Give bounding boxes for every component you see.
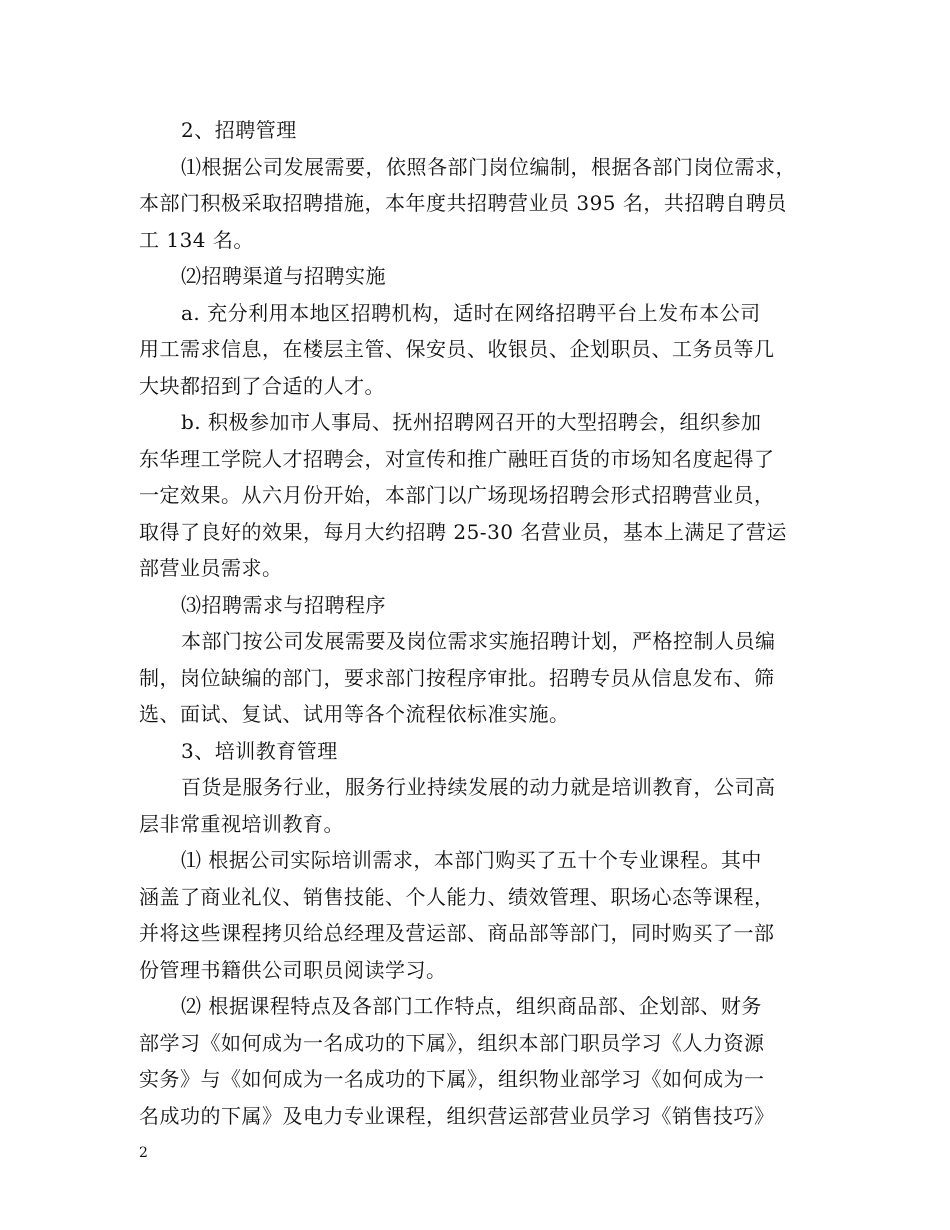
paragraph-line: 名成功的下属》及电力专业课程，组织营运部营业员学习《销售技巧》 bbox=[139, 1103, 775, 1128]
paragraph-line: 实务》与《如何成为一名成功的下属》，组织物业部学习《如何成为一 bbox=[139, 1067, 765, 1091]
paragraph-line: 工 134 名。 bbox=[139, 227, 254, 252]
paragraph-line: 部学习《如何成为一名成功的下属》，组织本部门职员学习《人力资源 bbox=[139, 1030, 765, 1055]
paragraph-line: 一定效果。从六月份开始，本部门以广场现场招聘会形式招聘营业员， bbox=[139, 483, 775, 507]
section-heading: 2、招聘管理 bbox=[181, 118, 297, 142]
paragraph-line: 份管理书籍供公司职员阅读学习。 bbox=[139, 957, 447, 982]
paragraph-line: 本部门按公司发展需要及岗位需求实施招聘计划，严格控制人员编 bbox=[181, 629, 776, 653]
paragraph-line: ⑴根据公司发展需要，依照各部门岗位编制，根据各部门岗位需求， bbox=[181, 154, 796, 179]
paragraph-line: 东华理工学院人才招聘会，对宣传和推广融旺百货的市场知名度起得了 bbox=[139, 446, 775, 471]
document-body bbox=[139, 112, 819, 1134]
page-number: 2 bbox=[139, 1145, 148, 1161]
paragraph-line: ⑵ 根据课程特点及各部门工作特点，组织商品部、企划部、财务 bbox=[181, 994, 762, 1018]
paragraph-line: 大块都招到了合适的人才。 bbox=[139, 373, 385, 398]
paragraph-line: a. 充分利用本地区招聘机构，适时在网络招聘平台上发布本公司 bbox=[181, 300, 761, 325]
paragraph-line: 部营业员需求。 bbox=[139, 556, 283, 580]
paragraph-line: ⑴ 根据公司实际培训需求，本部门购买了五十个专业课程。其中 bbox=[181, 848, 762, 872]
paragraph-line: b. 积极参加市人事局、抚州招聘网召开的大型招聘会，组织参加 bbox=[181, 410, 762, 434]
subsection-heading: ⑵招聘渠道与招聘实施 bbox=[181, 264, 386, 288]
subsection-heading: ⑶招聘需求与招聘程序 bbox=[181, 592, 386, 617]
paragraph-line: 百货是服务行业，服务行业持续发展的动力就是培训教育，公司高 bbox=[181, 775, 776, 799]
paragraph-line: 层非常重视培训教育。 bbox=[139, 811, 344, 836]
paragraph-line: 涵盖了商业礼仪、销售技能、个人能力、绩效管理、职场心态等课程， bbox=[139, 884, 775, 909]
paragraph-line: 选、面试、复试、试用等各个流程依标准实施。 bbox=[139, 702, 570, 726]
paragraph-line: 并将这些课程拷贝给总经理及营运部、商品部等部门，同时购买了一部 bbox=[139, 921, 775, 945]
section-heading: 3、培训教育管理 bbox=[181, 738, 338, 763]
paragraph-line: 用工需求信息，在楼层主管、保安员、收银员、企划职员、工务员等几 bbox=[139, 337, 775, 361]
paragraph-line: 本部门积极采取招聘措施，本年度共招聘营业员 395 名，共招聘自聘员 bbox=[139, 191, 787, 215]
paragraph-line: 制，岗位缺编的部门，要求部门按程序审批。招聘专员从信息发布、筛 bbox=[139, 665, 775, 690]
paragraph-line: 取得了良好的效果，每月大约招聘 25-30 名营业员，基本上满足了营运 bbox=[139, 519, 787, 544]
